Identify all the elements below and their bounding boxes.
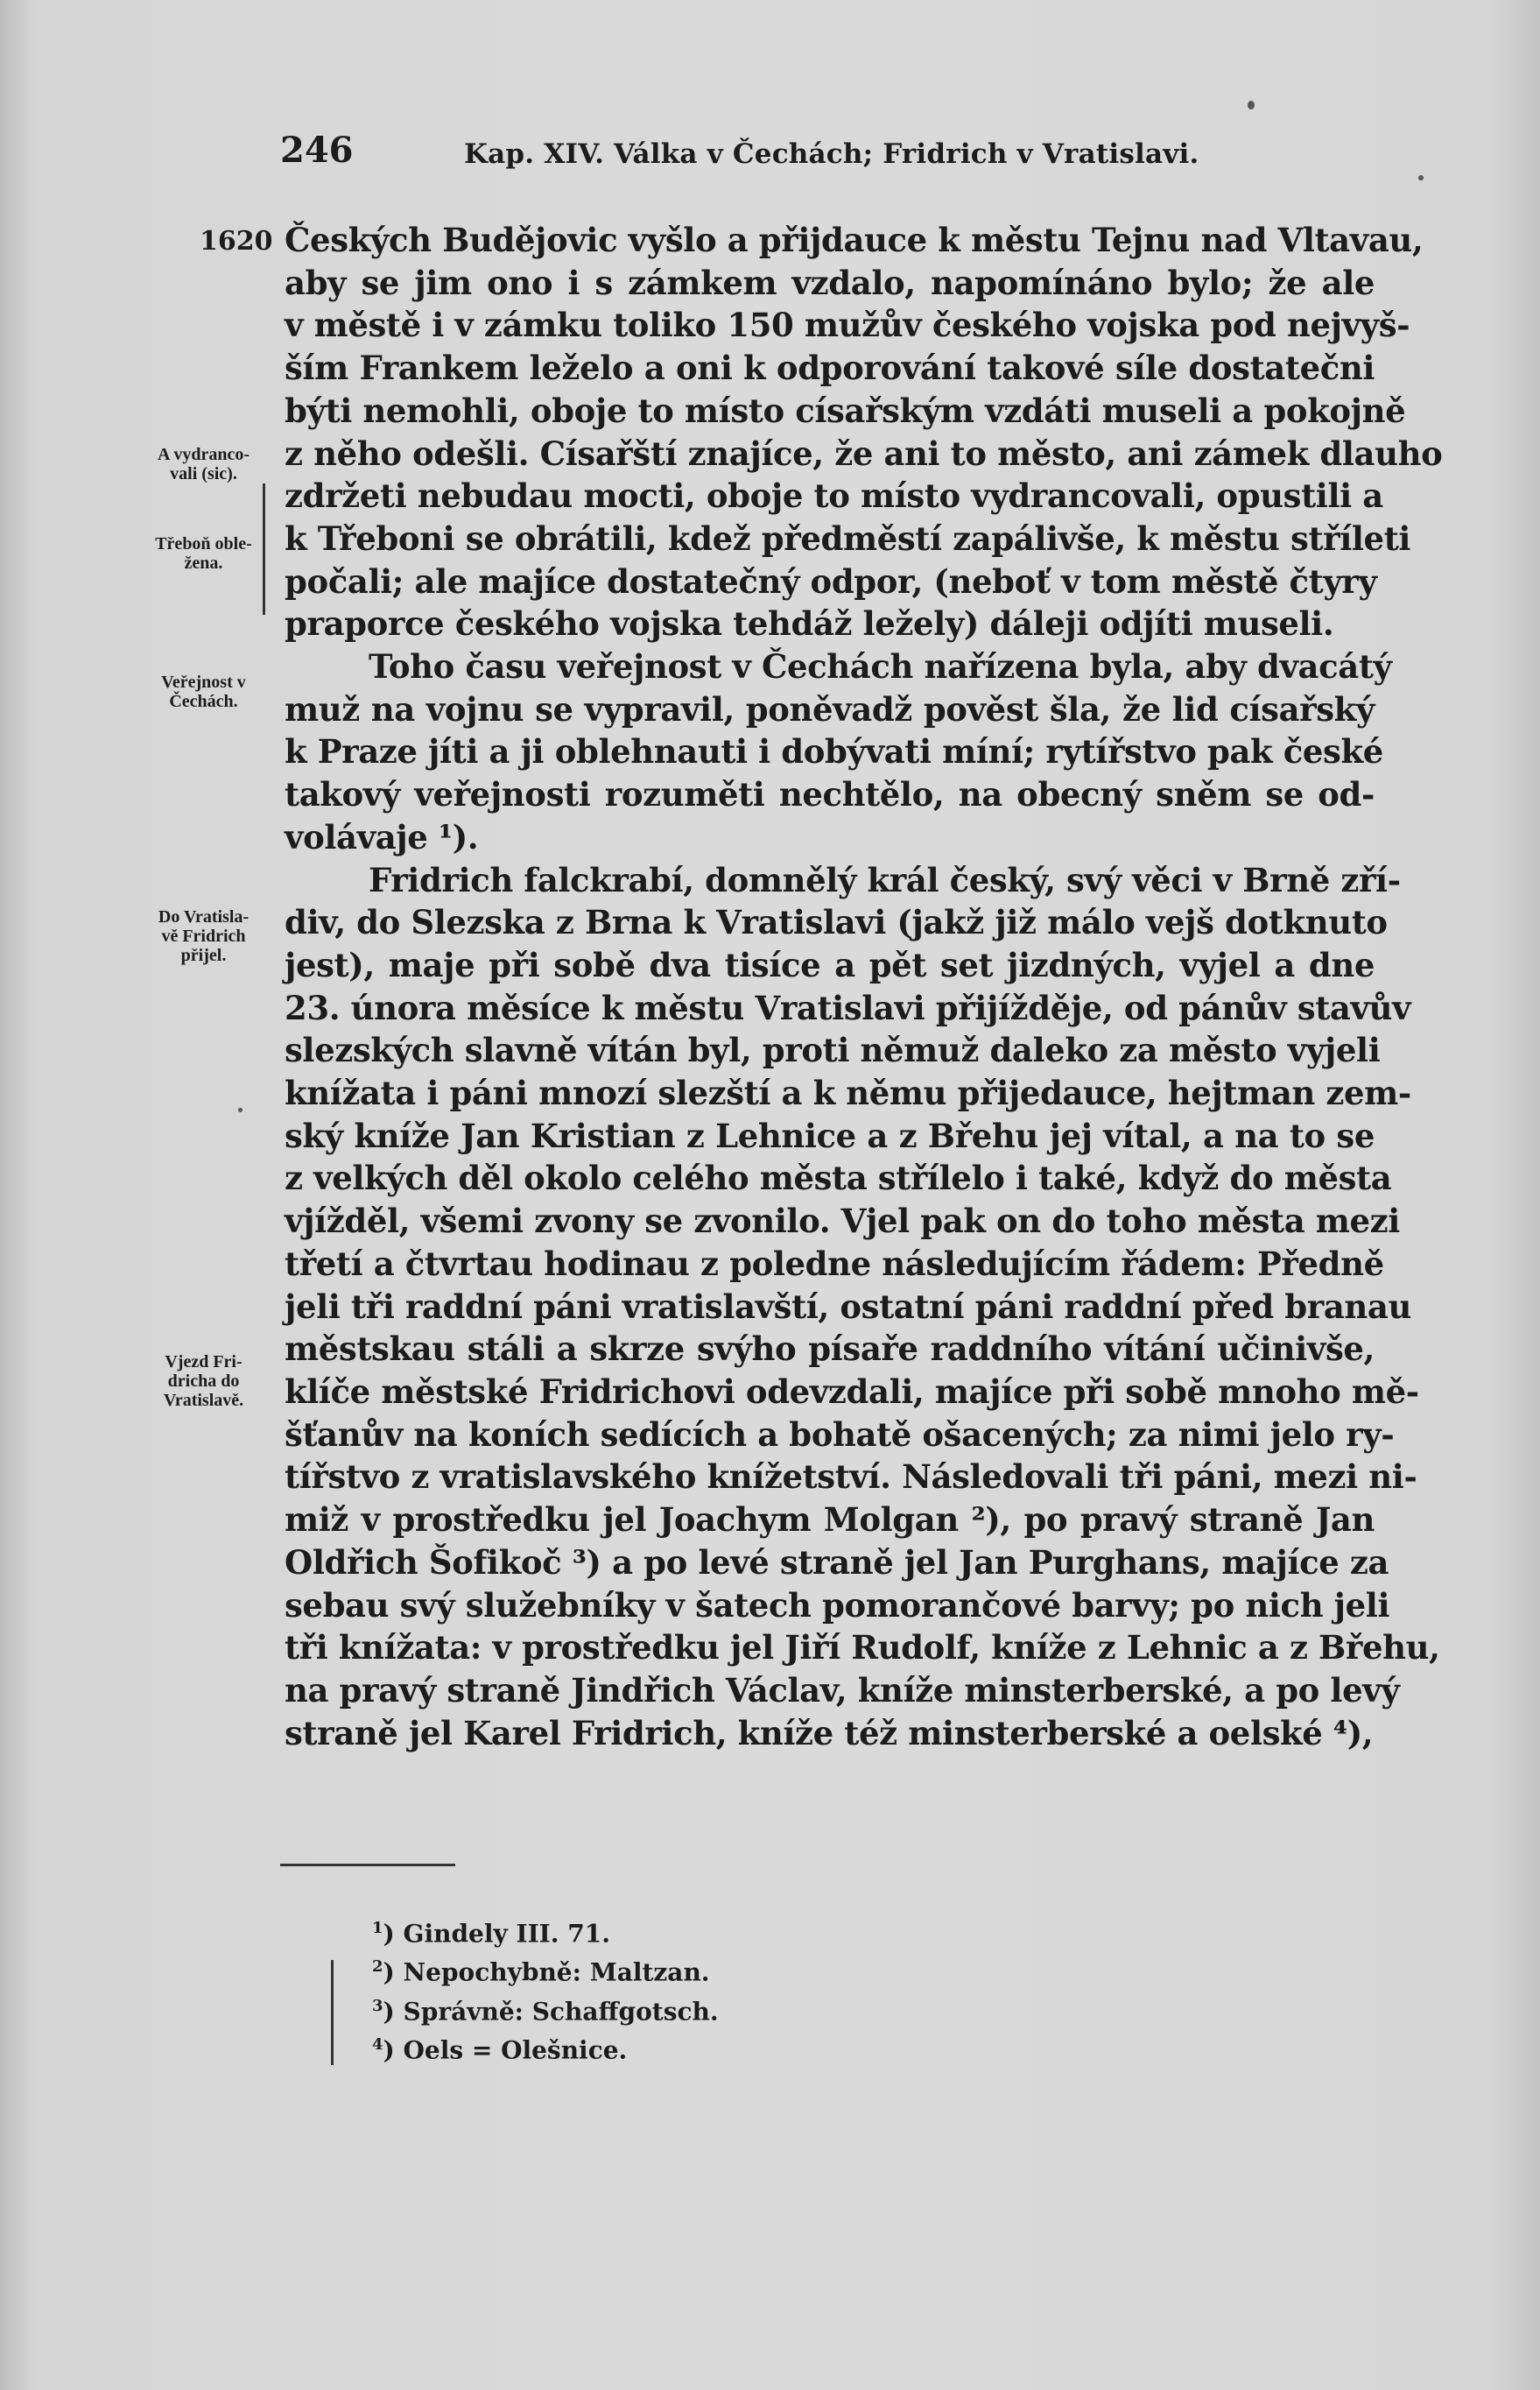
margin-note-vydrancovali — [123, 445, 285, 483]
text-line: Českých Budějovic vyšlo a přijdauce k městu Tejnu nad Vltavau, — [285, 221, 1424, 259]
text-line: z velkých děl okolo celého města střílelo i také, když do města — [285, 1159, 1392, 1198]
margin-note-line: Třeboň oble- — [155, 534, 252, 553]
text-line: na pravý straně Jindřich Václav, kníže minsterberské, a po levý — [285, 1670, 1400, 1710]
main-text — [285, 219, 1443, 1754]
margin-note-line: vali (sic). — [170, 464, 237, 483]
margin-note-line: Veřejnost v — [161, 673, 246, 692]
text-line: klíče městské Fridrichovi odevzdali, majíce při sobě mnoho mě- — [285, 1371, 1419, 1411]
footnotes — [372, 1912, 719, 2067]
text-line: slezských slavně vítán byl, proti němuž daleko za město vyjeli — [285, 1031, 1381, 1070]
text-line: takový veřejnosti rozuměti nechtělo, na obecný sněm se od- — [285, 775, 1375, 814]
scan-speck — [238, 1108, 243, 1112]
margin-note-line: Vratislavě. — [163, 1391, 244, 1410]
text-line: městskau stáli a skrze svýho písaře raddního vítání učinivše, — [285, 1329, 1375, 1369]
text-line: jeli tři raddní páni vratislavští, ostatní páni raddní před branau — [285, 1287, 1411, 1326]
text-line: k Třeboni se obrátili, kdež předměstí zapálivše, k městu stříleti — [285, 518, 1411, 558]
footnote-4: $^4$) Oels = Olešnice. — [372, 2034, 628, 2065]
text-line: býti nemohli, oboje to místo císařským vzdáti museli a pokojně — [285, 391, 1406, 430]
margin-note-line: A vydranco- — [158, 445, 250, 464]
year-margin-note: 1620 — [200, 226, 273, 257]
margin-note-vjezd — [123, 1352, 285, 1410]
footnote-3: $^3$) Správně: Schaffgotsch. — [372, 1996, 719, 2026]
text-line: 23. února měsíce k městu Vratislavi přijížděje, od pánův stavův — [285, 988, 1411, 1027]
footnote-1: $^1$) Gindely III. 71. — [372, 1919, 610, 1949]
text-line: aby se jim ono i s zámkem vzdalo, napomínáno bylo; že ale — [285, 263, 1375, 302]
text-line: z něho odešli. Císařští znajíce, že ani to město, ani zámek dlauho — [285, 434, 1443, 473]
footnote-text: Gindely III. 71. — [403, 1919, 610, 1949]
footnote-text: Správně: Schaffgotsch. — [403, 1996, 719, 2026]
margin-note-line: žena. — [184, 553, 223, 573]
page-number: 246 — [280, 130, 354, 171]
scan-speck — [1248, 101, 1255, 109]
text-line: vjížděl, všemi zvony se zvonilo. Vjel pak on do toho města mezi — [285, 1202, 1400, 1241]
margin-note-verejnost — [123, 673, 285, 711]
margin-note-trebon — [123, 534, 285, 573]
text-line: počali; ale majíce dostatečný odpor, (neboť v tom městě čtyry — [285, 561, 1377, 601]
text-line: tři knížata: v prostředku jel Jiří Rudolf, kníže z Lehnic a z Břehu, — [285, 1628, 1440, 1667]
text-line: sebau svý služebníky v šatech pomorančové barvy; po nich jeli — [285, 1585, 1390, 1625]
text-line: ším Frankem leželo a oni k odporování takové síle dostatečni — [285, 349, 1375, 388]
text-line: tířstvo z vratislavského knížetství. Následovali tři páni, mezi ni- — [285, 1457, 1417, 1497]
footnote-mark: 2 — [372, 1957, 383, 1977]
text-line: zdržeti nebudau mocti, oboje to místo vydrancovali, opustili a — [285, 476, 1383, 516]
text-line: třetí a čtvrtau hodinau z poledne následujícím řádem: Předně — [285, 1244, 1384, 1283]
text-line: Oldřich Šofikoč ³) a po levé straně jel Jan Purghans, majíce za — [285, 1542, 1389, 1582]
text-line: straně jel Karel Fridrich, kníže též minsterberské a oelské ⁴), — [285, 1713, 1374, 1752]
margin-note-line: Do Vratisla- — [158, 907, 250, 927]
footnote-rule — [280, 1864, 455, 1866]
footnote-mark: 3 — [372, 1996, 383, 2015]
text-line: jest), maje při sobě dva tisíce a pět set jizdných, vyjel a dne — [285, 945, 1375, 984]
margin-note-line: Vjezd Fri- — [165, 1352, 243, 1371]
text-line: ský kníže Jan Kristian z Lehnice a z Břehu jej vítal, a na to se — [285, 1116, 1375, 1155]
footnote-text: Oels = Olešnice. — [403, 2035, 628, 2065]
margin-note-line: Čechách. — [169, 692, 238, 711]
text-line: knížata i páni mnozí slezští a k němu přijedauce, hejtman zem- — [285, 1074, 1411, 1113]
footnote-mark: 4 — [372, 2034, 383, 2054]
scan-speck — [1418, 175, 1424, 180]
text-line: volávaje ¹). — [285, 817, 479, 857]
text-line: miž v prostředku jel Joachym Molgan ²), po pravý straně Jan — [285, 1500, 1375, 1540]
text-line: muž na vojnu se vypravil, poněvadž pověst šla, že lid císařský — [285, 689, 1375, 729]
footnote-mark: 1 — [372, 1919, 383, 1937]
footnote-margin-bar — [331, 1960, 334, 2065]
text-line: praporce českého vojska tehdáž ležely) dáleji odjíti museli. — [285, 604, 1334, 644]
text-line: div, do Slezska z Brna k Vratislavi (jakž již málo vejš dotknuto — [285, 903, 1388, 942]
page-header — [280, 130, 1375, 182]
running-head: Kap. XIV. Válka v Čechách; Fridrich v Vratislavi. — [464, 138, 1199, 170]
margin-bar-mark — [263, 483, 265, 615]
text-line: Toho času veřejnost v Čechách nařízena byla, aby dvacátý — [369, 647, 1392, 687]
footnote-text: Nepochybně: Maltzan. — [403, 1957, 710, 1987]
footnote-2: $^2$) Nepochybně: Maltzan. — [372, 1957, 710, 1987]
margin-note-do-vratislave — [123, 907, 285, 965]
text-line: Fridrich falckrabí, domnělý král český, svý věci v Brně zří- — [369, 860, 1401, 899]
margin-note-line: vě Fridrich — [161, 927, 246, 946]
margin-note-line: dricha do — [167, 1371, 240, 1391]
text-line: šťanův na koních sedících a bohatě ošacených; za nimi jelo ry- — [285, 1414, 1395, 1454]
text-line: k Praze jíti a ji oblehnauti i dobývati míní; rytířstvo pak české — [285, 732, 1383, 772]
margin-note-line: přijel. — [180, 946, 227, 965]
text-line: v městě i v zámku toliko 150 mužův českého vojska pod nejvyš- — [285, 306, 1410, 345]
